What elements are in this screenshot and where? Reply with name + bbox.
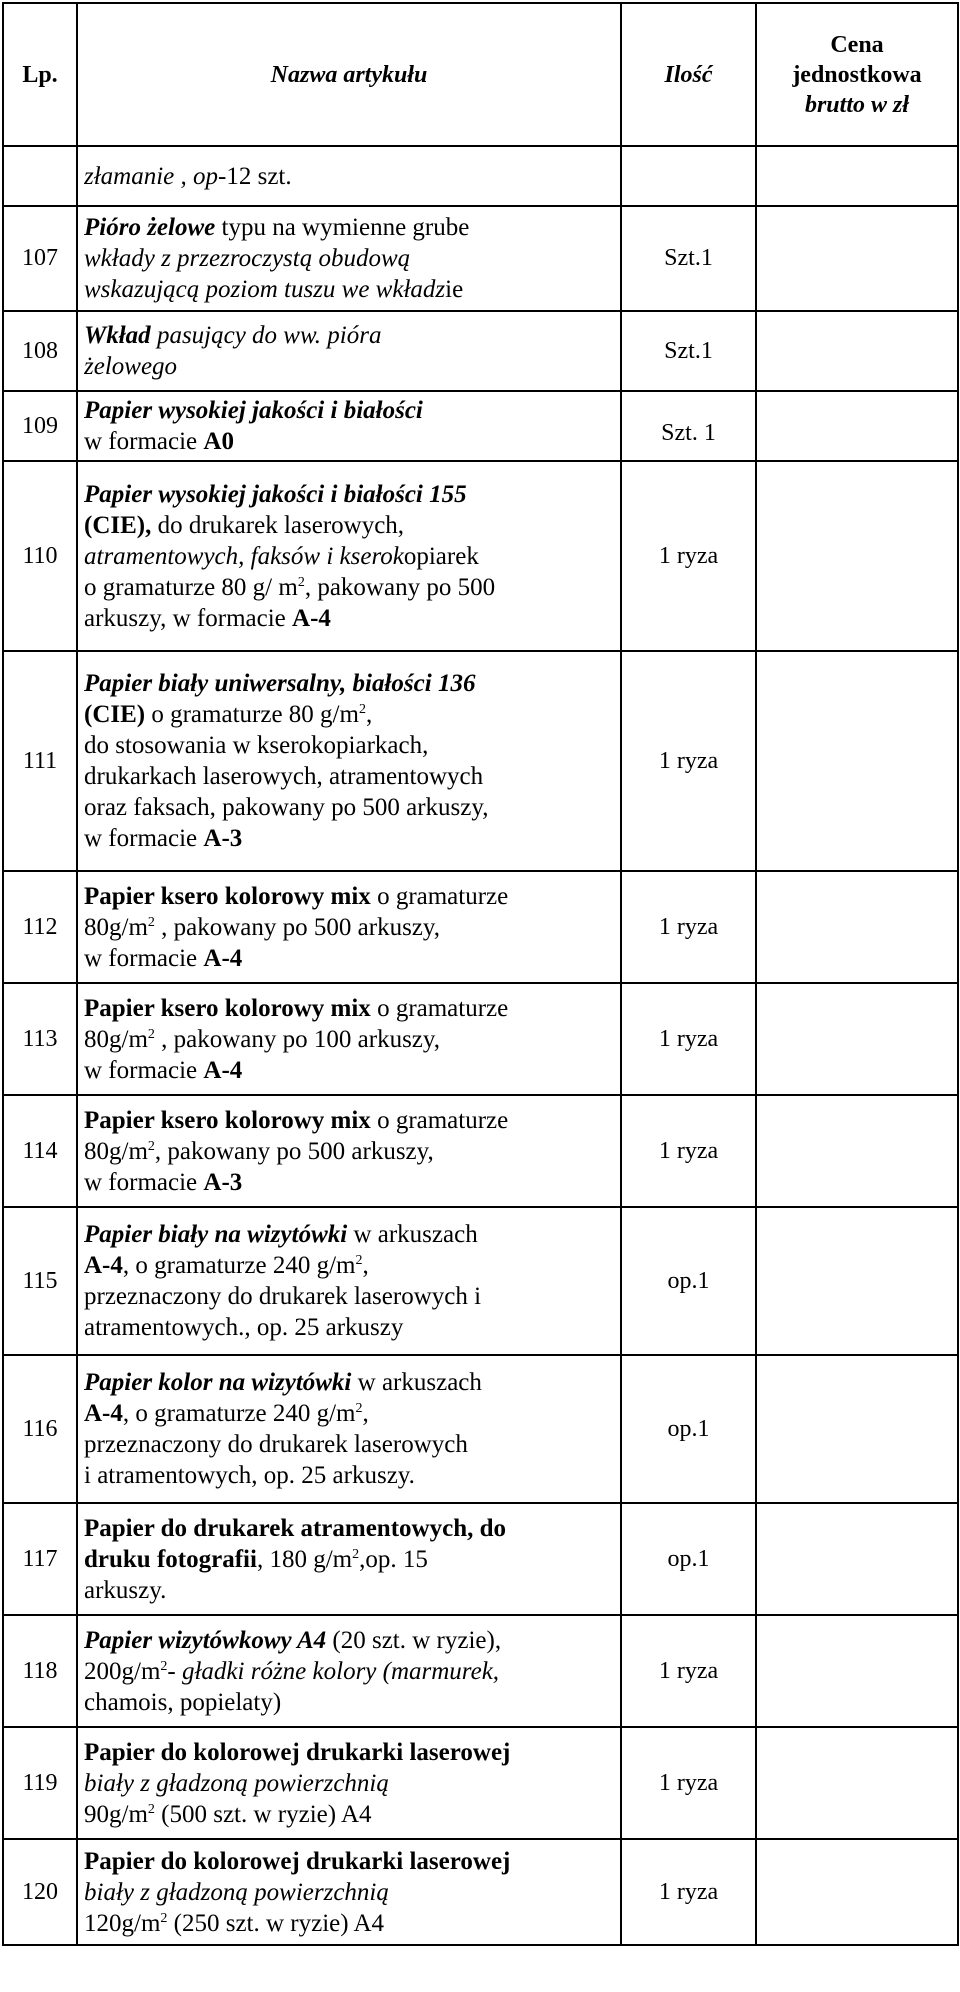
item-name-line <box>84 603 616 634</box>
column-header-qty: Ilość <box>621 3 756 146</box>
text-run: biały z gładzoną powierzchnią <box>84 1878 389 1906</box>
cell-price <box>756 1095 958 1207</box>
text-run: Papier ksero kolorowy mix <box>84 994 371 1022</box>
table-row <box>3 1355 958 1503</box>
text-run: 2 <box>147 1026 155 1042</box>
table-row <box>3 871 958 983</box>
text-run: 2 <box>160 1910 168 1926</box>
cell-item-name <box>77 146 621 206</box>
text-run: drukarkach laserowych, atramentowych <box>84 763 484 790</box>
text-run: - gładki różne kolory (marmurek, <box>167 1657 500 1685</box>
text-run: 2 <box>160 1658 168 1674</box>
cell-qty: 1 ryza <box>621 871 756 983</box>
table-row <box>3 1839 958 1945</box>
cell-item-name <box>77 983 621 1095</box>
text-run: (20 szt. w ryzie), <box>326 1626 502 1654</box>
item-name-line <box>84 1687 616 1718</box>
item-name-line <box>84 943 616 974</box>
text-run: o gramaturze <box>370 882 509 910</box>
item-name-line <box>84 730 616 761</box>
cell-qty: 1 ryza <box>621 1615 756 1727</box>
text-run: przeznaczony do drukarek laserowych i <box>84 1283 482 1310</box>
cell-qty: 1 ryza <box>621 461 756 651</box>
cell-item-name <box>77 1839 621 1945</box>
cell-qty: op.1 <box>621 1207 756 1355</box>
item-name-line <box>84 541 616 572</box>
cell-qty: op.1 <box>621 1355 756 1503</box>
text-run: 2 <box>147 1801 155 1817</box>
cell-item-name <box>77 461 621 651</box>
item-name-line <box>84 212 616 243</box>
item-name-line <box>84 479 616 510</box>
item-name-line <box>84 1281 616 1312</box>
text-run: Papier biały uniwersalny, białości 136 <box>84 670 476 697</box>
text-run: Papier ksero kolorowy mix <box>84 1106 371 1134</box>
text-run: do drukarek laserowych, <box>151 511 405 539</box>
text-run: (250 szt. w ryzie) A4 <box>167 1909 385 1937</box>
text-run: , <box>362 1400 369 1427</box>
cell-lp: 113 <box>3 983 77 1095</box>
text-run: złamanie , op- <box>84 162 227 190</box>
text-run: , pakowany po 500 arkuszy, <box>154 913 441 941</box>
text-run: w formacie <box>84 428 204 455</box>
item-name-line <box>84 1513 616 1544</box>
cell-qty: op.1 <box>621 1503 756 1615</box>
column-header-name: Nazwa artykułu <box>77 3 621 146</box>
text-run: w formacie <box>84 825 204 852</box>
text-run: Papier biały na wizytówki <box>84 1221 348 1248</box>
text-run: A-3 <box>203 1168 243 1196</box>
cell-lp: 111 <box>3 651 77 871</box>
item-name-line <box>84 1799 616 1830</box>
text-run: Papier do kolorowej drukarki laserowej <box>84 1847 511 1875</box>
item-name-line <box>84 1846 616 1877</box>
item-name-line <box>84 881 616 912</box>
item-name-line <box>84 993 616 1024</box>
cell-price <box>756 651 958 871</box>
table-row <box>3 1503 958 1615</box>
cell-price <box>756 146 958 206</box>
text-run: 2 <box>355 1253 363 1268</box>
cell-lp: 114 <box>3 1095 77 1207</box>
text-run: oraz faksach, pakowany po 500 arkuszy, <box>84 794 489 821</box>
text-run: 200g/m <box>84 1657 161 1685</box>
item-name-line <box>84 1219 616 1250</box>
cell-lp: 117 <box>3 1503 77 1615</box>
item-name-line <box>84 1544 616 1575</box>
cell-price <box>756 1839 958 1945</box>
text-run: , 180 g/m <box>256 1545 353 1573</box>
table-row <box>3 461 958 651</box>
table-row <box>3 311 958 391</box>
cell-item-name <box>77 1727 621 1839</box>
item-name-line <box>84 1625 616 1656</box>
item-name-line <box>84 1024 616 1055</box>
text-run: , o gramaturze 240 g/m <box>122 1400 356 1427</box>
table-header-row <box>3 3 958 146</box>
price-header-line-1: Cena <box>830 31 884 58</box>
text-run: ,op. 15 <box>359 1545 428 1573</box>
cell-price <box>756 1615 958 1727</box>
text-run: o gramaturze 80 g/m <box>145 701 359 728</box>
text-run: w arkuszach <box>347 1221 478 1248</box>
text-run: , pakowany po 100 arkuszy, <box>154 1025 441 1053</box>
cell-qty: 1 ryza <box>621 1839 756 1945</box>
cell-item-name <box>77 1095 621 1207</box>
item-name-line <box>84 1460 616 1491</box>
item-name-line <box>84 510 616 541</box>
text-run: o gramaturze <box>370 1106 509 1134</box>
item-name-line <box>84 1312 616 1343</box>
table-row <box>3 206 958 311</box>
item-name-line <box>84 1367 616 1398</box>
item-name-line <box>84 1250 616 1281</box>
cell-item-name <box>77 651 621 871</box>
cell-lp: 116 <box>3 1355 77 1503</box>
text-run: pasujący do ww. pióra <box>150 322 382 349</box>
text-run: A-4 <box>292 604 331 632</box>
item-name-line <box>84 320 616 351</box>
item-name-line <box>84 792 616 823</box>
cell-lp: 110 <box>3 461 77 651</box>
text-run: biały z gładzoną powierzchnią <box>84 1769 389 1797</box>
text-run: 2 <box>352 1546 360 1562</box>
table-row <box>3 391 958 461</box>
text-run: , pakowany po 500 <box>304 573 496 601</box>
text-run: (CIE) <box>84 701 146 728</box>
cell-price <box>756 1355 958 1503</box>
item-name-line <box>84 1908 616 1939</box>
cell-price <box>756 983 958 1095</box>
cell-qty <box>621 146 756 206</box>
text-run: (500 szt. w ryzie) A4 <box>154 1800 372 1828</box>
cell-qty: Szt.1 <box>621 311 756 391</box>
table-row <box>3 651 958 871</box>
text-run: (CIE), <box>84 511 152 539</box>
cell-qty: Szt.1 <box>621 206 756 311</box>
text-run: w formacie <box>84 944 204 972</box>
text-run: 80g/m <box>84 1137 148 1165</box>
text-run: 2 <box>297 574 305 590</box>
text-run: Papier wizytówkowy A4 <box>84 1626 327 1654</box>
item-name-line <box>84 1429 616 1460</box>
price-table <box>2 2 959 1946</box>
cell-item-name <box>77 1503 621 1615</box>
cell-item-name <box>77 206 621 311</box>
text-run: Wkład <box>84 322 151 349</box>
item-name-line <box>84 395 616 426</box>
text-run: i atramentowych, op. 25 arkuszy. <box>84 1462 415 1489</box>
text-run: A-4 <box>203 944 243 972</box>
item-name-line <box>84 1055 616 1086</box>
text-run: A-4 <box>84 1252 123 1279</box>
price-header-line-3: brutto w zł <box>804 91 910 118</box>
cell-qty: 1 ryza <box>621 1727 756 1839</box>
item-name-line <box>84 426 616 457</box>
table-row <box>3 983 958 1095</box>
text-run: 2 <box>355 1401 363 1416</box>
cell-price <box>756 871 958 983</box>
text-run: przeznaczony do drukarek laserowych <box>84 1431 468 1458</box>
cell-price <box>756 1727 958 1839</box>
text-run: 90g/m <box>84 1800 148 1828</box>
text-run: 2 <box>147 914 155 930</box>
text-run: A-4 <box>84 1400 123 1427</box>
text-run: chamois, popielaty) <box>84 1688 282 1716</box>
item-name-line <box>84 668 616 699</box>
text-run: 2 <box>147 1138 155 1154</box>
text-run: żelowego <box>84 353 178 380</box>
item-name-line <box>84 1105 616 1136</box>
cell-price <box>756 206 958 311</box>
text-run: 80g/m <box>84 1025 148 1053</box>
cell-price <box>756 461 958 651</box>
cell-price <box>756 1503 958 1615</box>
text-run: w arkuszach <box>351 1369 482 1396</box>
text-run: Papier do drukarek atramentowych, do <box>84 1514 506 1542</box>
cell-lp: 112 <box>3 871 77 983</box>
cell-price <box>756 391 958 461</box>
cell-lp: 109 <box>3 391 77 461</box>
text-run: opiarek <box>403 542 479 570</box>
text-run: 120g/m <box>84 1909 161 1937</box>
text-run: 2 <box>358 702 366 717</box>
cell-lp: 108 <box>3 311 77 391</box>
cell-lp: 119 <box>3 1727 77 1839</box>
item-name-line <box>84 1737 616 1768</box>
text-run: atramentowych, faksów i kserok <box>84 542 404 570</box>
text-run: typu na wymienne grube <box>215 214 470 241</box>
cell-price <box>756 311 958 391</box>
item-name-line <box>84 1656 616 1687</box>
item-name-line <box>84 699 616 730</box>
item-name-line <box>84 351 616 382</box>
cell-item-name <box>77 871 621 983</box>
cell-lp: 118 <box>3 1615 77 1727</box>
text-run: Pióro żelowe <box>84 214 216 241</box>
cell-qty: Szt. 1 <box>621 391 756 461</box>
text-run: A-3 <box>203 825 243 852</box>
text-run: , <box>365 701 373 728</box>
cell-item-name <box>77 1207 621 1355</box>
item-name-line <box>84 912 616 943</box>
text-run: Papier ksero kolorowy mix <box>84 882 371 910</box>
item-name-line <box>84 1768 616 1799</box>
table-body <box>3 146 958 1945</box>
text-run: ie <box>445 276 464 303</box>
cell-item-name <box>77 1355 621 1503</box>
text-run: atramentowych., op. 25 arkuszy <box>84 1314 404 1341</box>
item-name-line <box>84 1398 616 1429</box>
cell-item-name <box>77 1615 621 1727</box>
text-run: A-4 <box>203 1056 243 1084</box>
text-run: A0 <box>203 428 234 455</box>
text-run: do stosowania w kserokopiarkach, <box>84 732 429 759</box>
item-name-line <box>84 1167 616 1198</box>
price-header-line-2: jednostkowa <box>792 61 922 88</box>
cell-qty: 1 ryza <box>621 651 756 871</box>
item-name-line <box>84 274 616 305</box>
table-row <box>3 1615 958 1727</box>
text-run: o gramaturze <box>370 994 509 1022</box>
text-run: arkuszy. <box>84 1576 167 1604</box>
cell-lp: 115 <box>3 1207 77 1355</box>
text-run: , o gramaturze 240 g/m <box>122 1252 356 1279</box>
column-header-lp: Lp. <box>3 3 77 146</box>
item-name-line <box>84 243 616 274</box>
text-run: 12 szt. <box>226 162 292 190</box>
text-run: Papier do kolorowej drukarki laserowej <box>84 1738 511 1766</box>
text-run: w formacie <box>84 1168 204 1196</box>
text-run: , <box>362 1252 369 1279</box>
item-name-line <box>84 761 616 792</box>
text-run: , pakowany po 500 arkuszy, <box>154 1137 434 1165</box>
cell-lp <box>3 146 77 206</box>
cell-lp: 107 <box>3 206 77 311</box>
cell-qty: 1 ryza <box>621 983 756 1095</box>
text-run: w formacie <box>84 1056 204 1084</box>
text-run: 80g/m <box>84 913 148 941</box>
text-run: wskazującą poziom tuszu we wkładz <box>84 276 446 303</box>
text-run: Papier kolor na wizytówki <box>84 1369 352 1396</box>
item-name-line <box>84 1136 616 1167</box>
table-row <box>3 1727 958 1839</box>
item-name-line <box>84 161 616 192</box>
cell-qty: 1 ryza <box>621 1095 756 1207</box>
item-name-line <box>84 1575 616 1606</box>
cell-item-name <box>77 391 621 461</box>
cell-price <box>756 1207 958 1355</box>
text-run: wkłady z przezroczystą obudową <box>84 245 411 272</box>
text-run: Papier wysokiej jakości i białości 155 <box>84 480 467 508</box>
text-run: druku fotografii <box>84 1545 257 1573</box>
cell-lp: 120 <box>3 1839 77 1945</box>
table-row <box>3 1207 958 1355</box>
text-run: o gramaturze 80 g/ m <box>84 573 298 601</box>
column-header-price <box>756 3 958 146</box>
table-row <box>3 1095 958 1207</box>
text-run: Papier wysokiej jakości i białości <box>84 397 423 424</box>
item-name-line <box>84 572 616 603</box>
cell-item-name <box>77 311 621 391</box>
table-row <box>3 146 958 206</box>
item-name-line <box>84 1877 616 1908</box>
text-run: arkuszy, w formacie <box>84 604 293 632</box>
item-name-line <box>84 823 616 854</box>
